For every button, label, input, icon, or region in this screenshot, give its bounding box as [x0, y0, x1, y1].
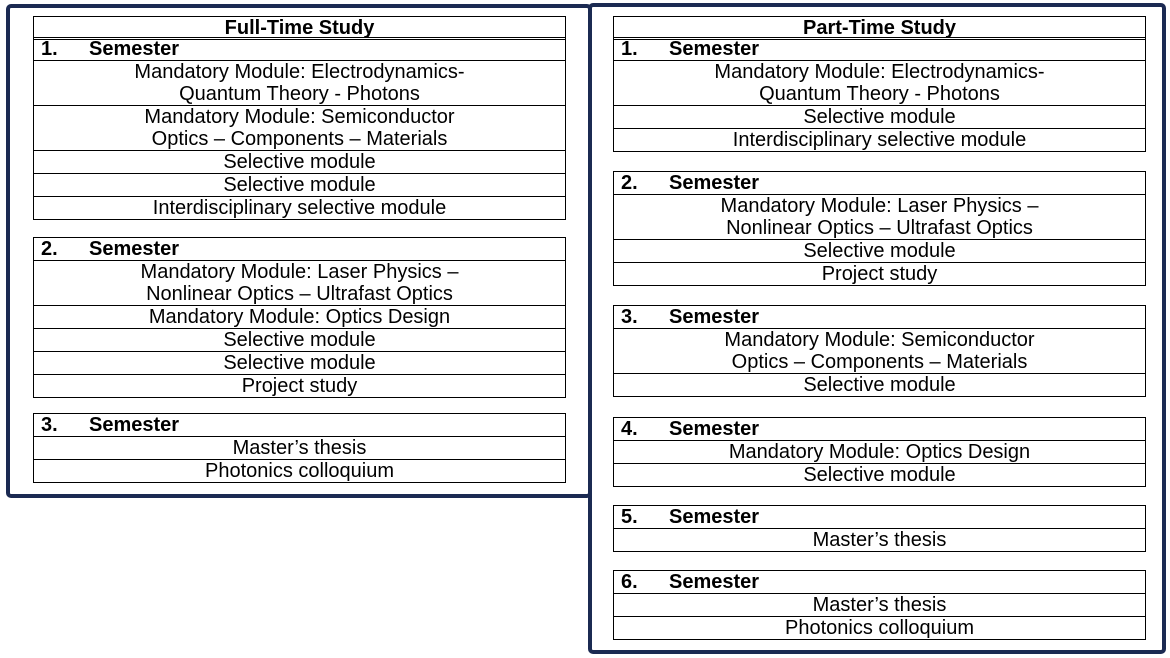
module-item: Mandatory Module: Laser Physics – Nonlinear Optics – Ultrafast Optics [613, 194, 1146, 240]
semester-label: Semester [89, 238, 180, 260]
part-time-semester-4 [613, 417, 1146, 487]
semester-heading [613, 570, 1146, 594]
semester-number: 3. [621, 306, 638, 328]
module-item: Selective module [613, 239, 1146, 263]
semester-heading [33, 37, 566, 61]
semester-heading [33, 413, 566, 437]
semester-number: 4. [621, 418, 638, 440]
semester-label: Semester [89, 414, 180, 436]
module-item: Mandatory Module: Optics Design [613, 440, 1146, 464]
semester-number: 2. [621, 172, 638, 194]
module-item: Mandatory Module: Semiconductor Optics – Components – Materials [33, 105, 566, 151]
module-item: Project study [33, 374, 566, 398]
semester-label: Semester [669, 506, 760, 528]
module-item: Mandatory Module: Electrodynamics- Quantum Theory - Photons [33, 60, 566, 106]
module-item: Photonics colloquium [613, 616, 1146, 640]
semester-label: Semester [669, 38, 760, 60]
module-item: Master’s thesis [33, 436, 566, 460]
semester-label: Semester [89, 38, 180, 60]
part-time-semester-6 [613, 570, 1146, 640]
semester-number: 2. [41, 238, 58, 260]
module-item: Master’s thesis [613, 593, 1146, 617]
module-item: Selective module [613, 373, 1146, 397]
module-item: Mandatory Module: Laser Physics – Nonlinear Optics – Ultrafast Optics [33, 260, 566, 306]
semester-heading [33, 237, 566, 261]
semester-number: 1. [41, 38, 58, 60]
semester-heading [613, 417, 1146, 441]
module-item: Selective module [33, 328, 566, 352]
part-time-semester-3 [613, 305, 1146, 397]
module-item: Interdisciplinary selective module [613, 128, 1146, 152]
part-time-title: Part-Time Study [613, 16, 1146, 40]
module-item: Selective module [33, 351, 566, 375]
semester-label: Semester [669, 306, 760, 328]
module-item: Interdisciplinary selective module [33, 196, 566, 220]
full-time-title: Full-Time Study [33, 16, 566, 40]
part-time-semester-5 [613, 505, 1146, 552]
module-item: Selective module [613, 105, 1146, 129]
semester-number: 5. [621, 506, 638, 528]
part-time-semester-1 [613, 37, 1146, 152]
full-time-semester-3 [33, 413, 566, 483]
module-item: Mandatory Module: Electrodynamics- Quantum Theory - Photons [613, 60, 1146, 106]
semester-heading [613, 305, 1146, 329]
module-item: Photonics colloquium [33, 459, 566, 483]
module-item: Mandatory Module: Optics Design [33, 305, 566, 329]
semester-heading [613, 505, 1146, 529]
module-item: Master’s thesis [613, 528, 1146, 552]
part-time-semester-2 [613, 171, 1146, 286]
module-item: Selective module [33, 173, 566, 197]
full-time-semester-1 [33, 37, 566, 220]
full-time-semester-2 [33, 237, 566, 398]
semester-label: Semester [669, 418, 760, 440]
module-item: Selective module [613, 463, 1146, 487]
semester-heading [613, 37, 1146, 61]
semester-heading [613, 171, 1146, 195]
module-item: Mandatory Module: Semiconductor Optics – Components – Materials [613, 328, 1146, 374]
semester-number: 6. [621, 571, 638, 593]
semester-number: 1. [621, 38, 638, 60]
module-item: Selective module [33, 150, 566, 174]
semester-label: Semester [669, 172, 760, 194]
semester-label: Semester [669, 571, 760, 593]
module-item: Project study [613, 262, 1146, 286]
semester-number: 3. [41, 414, 58, 436]
